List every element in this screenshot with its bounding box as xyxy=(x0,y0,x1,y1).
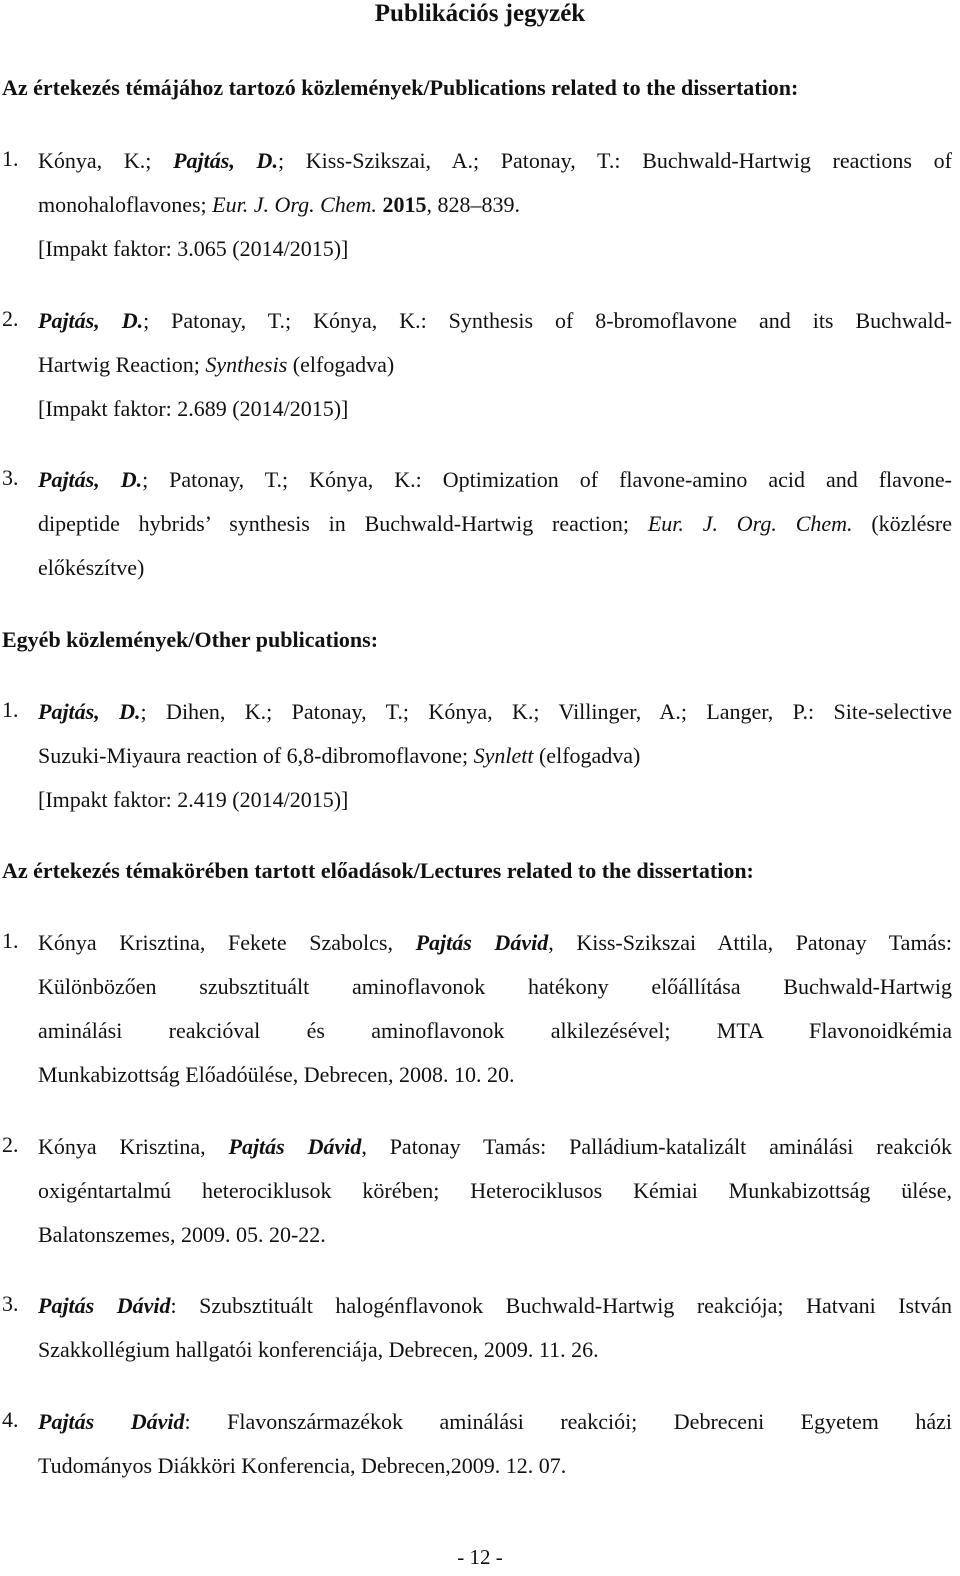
item-line: Pajtás, D.; Dihen, K.; Patonay, T.; Kónya, K.; Villinger, A.; Langer, P.: Site-selective xyxy=(38,699,952,724)
item-line: Kónya Krisztina, Pajtás Dávid, Patonay Tamás: Palládium-katalizált aminálási reakciók xyxy=(38,1134,952,1159)
item-line: oxigéntartalmú heterociklusok körében; Heterociklusos Kémiai Munkabizottság ülése, xyxy=(38,1178,952,1203)
item-line: Pajtás Dávid: Szubsztituált halogénflavonok Buchwald-Hartwig reakciója; Hatvani István xyxy=(38,1293,952,1318)
item-number: 2. xyxy=(2,306,19,331)
item-number: 2. xyxy=(2,1132,19,1157)
item-line: Pajtás Dávid: Flavonszármazékok aminálási reakciói; Debreceni Egyetem házi xyxy=(38,1409,953,1434)
item-line: Kónya, K.; Pajtás, D.; Kiss-Szikszai, A.; Patonay, T.: Buchwald-Hartwig reactions of xyxy=(38,148,953,173)
item-number: 4. xyxy=(2,1407,19,1432)
page-title: Publikációs jegyzék xyxy=(374,0,586,27)
section-heading-dissertation-publications: Az értekezés témájához tartozó közlemények/Publications related to the dissertation: xyxy=(2,75,799,100)
item-line: monohaloflavones; Eur. J. Org. Chem. 2015, 828–839. xyxy=(38,192,520,217)
item-line: Kónya Krisztina, Fekete Szabolcs, Pajtás Dávid, Kiss-Szikszai Attila, Patonay Tamás: xyxy=(38,930,952,955)
item-number: 3. xyxy=(2,465,19,490)
item-line: aminálási reakcióval és aminoflavonok alkilezésével; MTA Flavonoidkémia xyxy=(38,1018,952,1043)
page-number: - 12 - xyxy=(457,1545,503,1569)
section-heading-lectures: Az értekezés témakörében tartott előadások/Lectures related to the dissertation: xyxy=(2,858,754,883)
item-line: Különbözően szubsztituált aminoflavonok hatékony előállítása Buchwald-Hartwig xyxy=(38,974,952,999)
item-line: [Impakt faktor: 2.689 (2014/2015)] xyxy=(38,396,349,421)
item-line: Tudományos Diákköri Konferencia, Debrecen,2009. 12. 07. xyxy=(38,1453,567,1478)
item-line: Suzuki-Miyaura reaction of 6,8-dibromoflavone; Synlett (elfogadva) xyxy=(38,743,641,768)
section-heading-other-publications: Egyéb közlemények/Other publications: xyxy=(2,627,379,652)
item-line: Pajtás, D.; Patonay, T.; Kónya, K.: Optimization of flavone-amino acid and flavone- xyxy=(38,467,952,492)
item-line: dipeptide hybrids’ synthesis in Buchwald-Hartwig reaction; Eur. J. Org. Chem. (közlésre xyxy=(38,511,952,536)
item-line: [Impakt faktor: 2.419 (2014/2015)] xyxy=(38,787,349,812)
item-number: 1. xyxy=(2,697,19,722)
item-line: előkészítve) xyxy=(38,555,145,580)
item-number: 1. xyxy=(2,928,19,953)
item-line: Munkabizottság Előadóülése, Debrecen, 2008. 10. 20. xyxy=(38,1062,515,1087)
item-line: Szakkollégium hallgatói konferenciája, Debrecen, 2009. 11. 26. xyxy=(38,1337,599,1362)
item-number: 3. xyxy=(2,1291,19,1316)
item-line: Hartwig Reaction; Synthesis (elfogadva) xyxy=(38,352,395,377)
item-line: Balatonszemes, 2009. 05. 20-22. xyxy=(38,1222,326,1247)
item-line: [Impakt faktor: 3.065 (2014/2015)] xyxy=(38,236,349,261)
item-line: Pajtás, D.; Patonay, T.; Kónya, K.: Synthesis of 8-bromoflavone and its Buchwald- xyxy=(38,308,952,333)
item-number: 1. xyxy=(2,146,19,171)
